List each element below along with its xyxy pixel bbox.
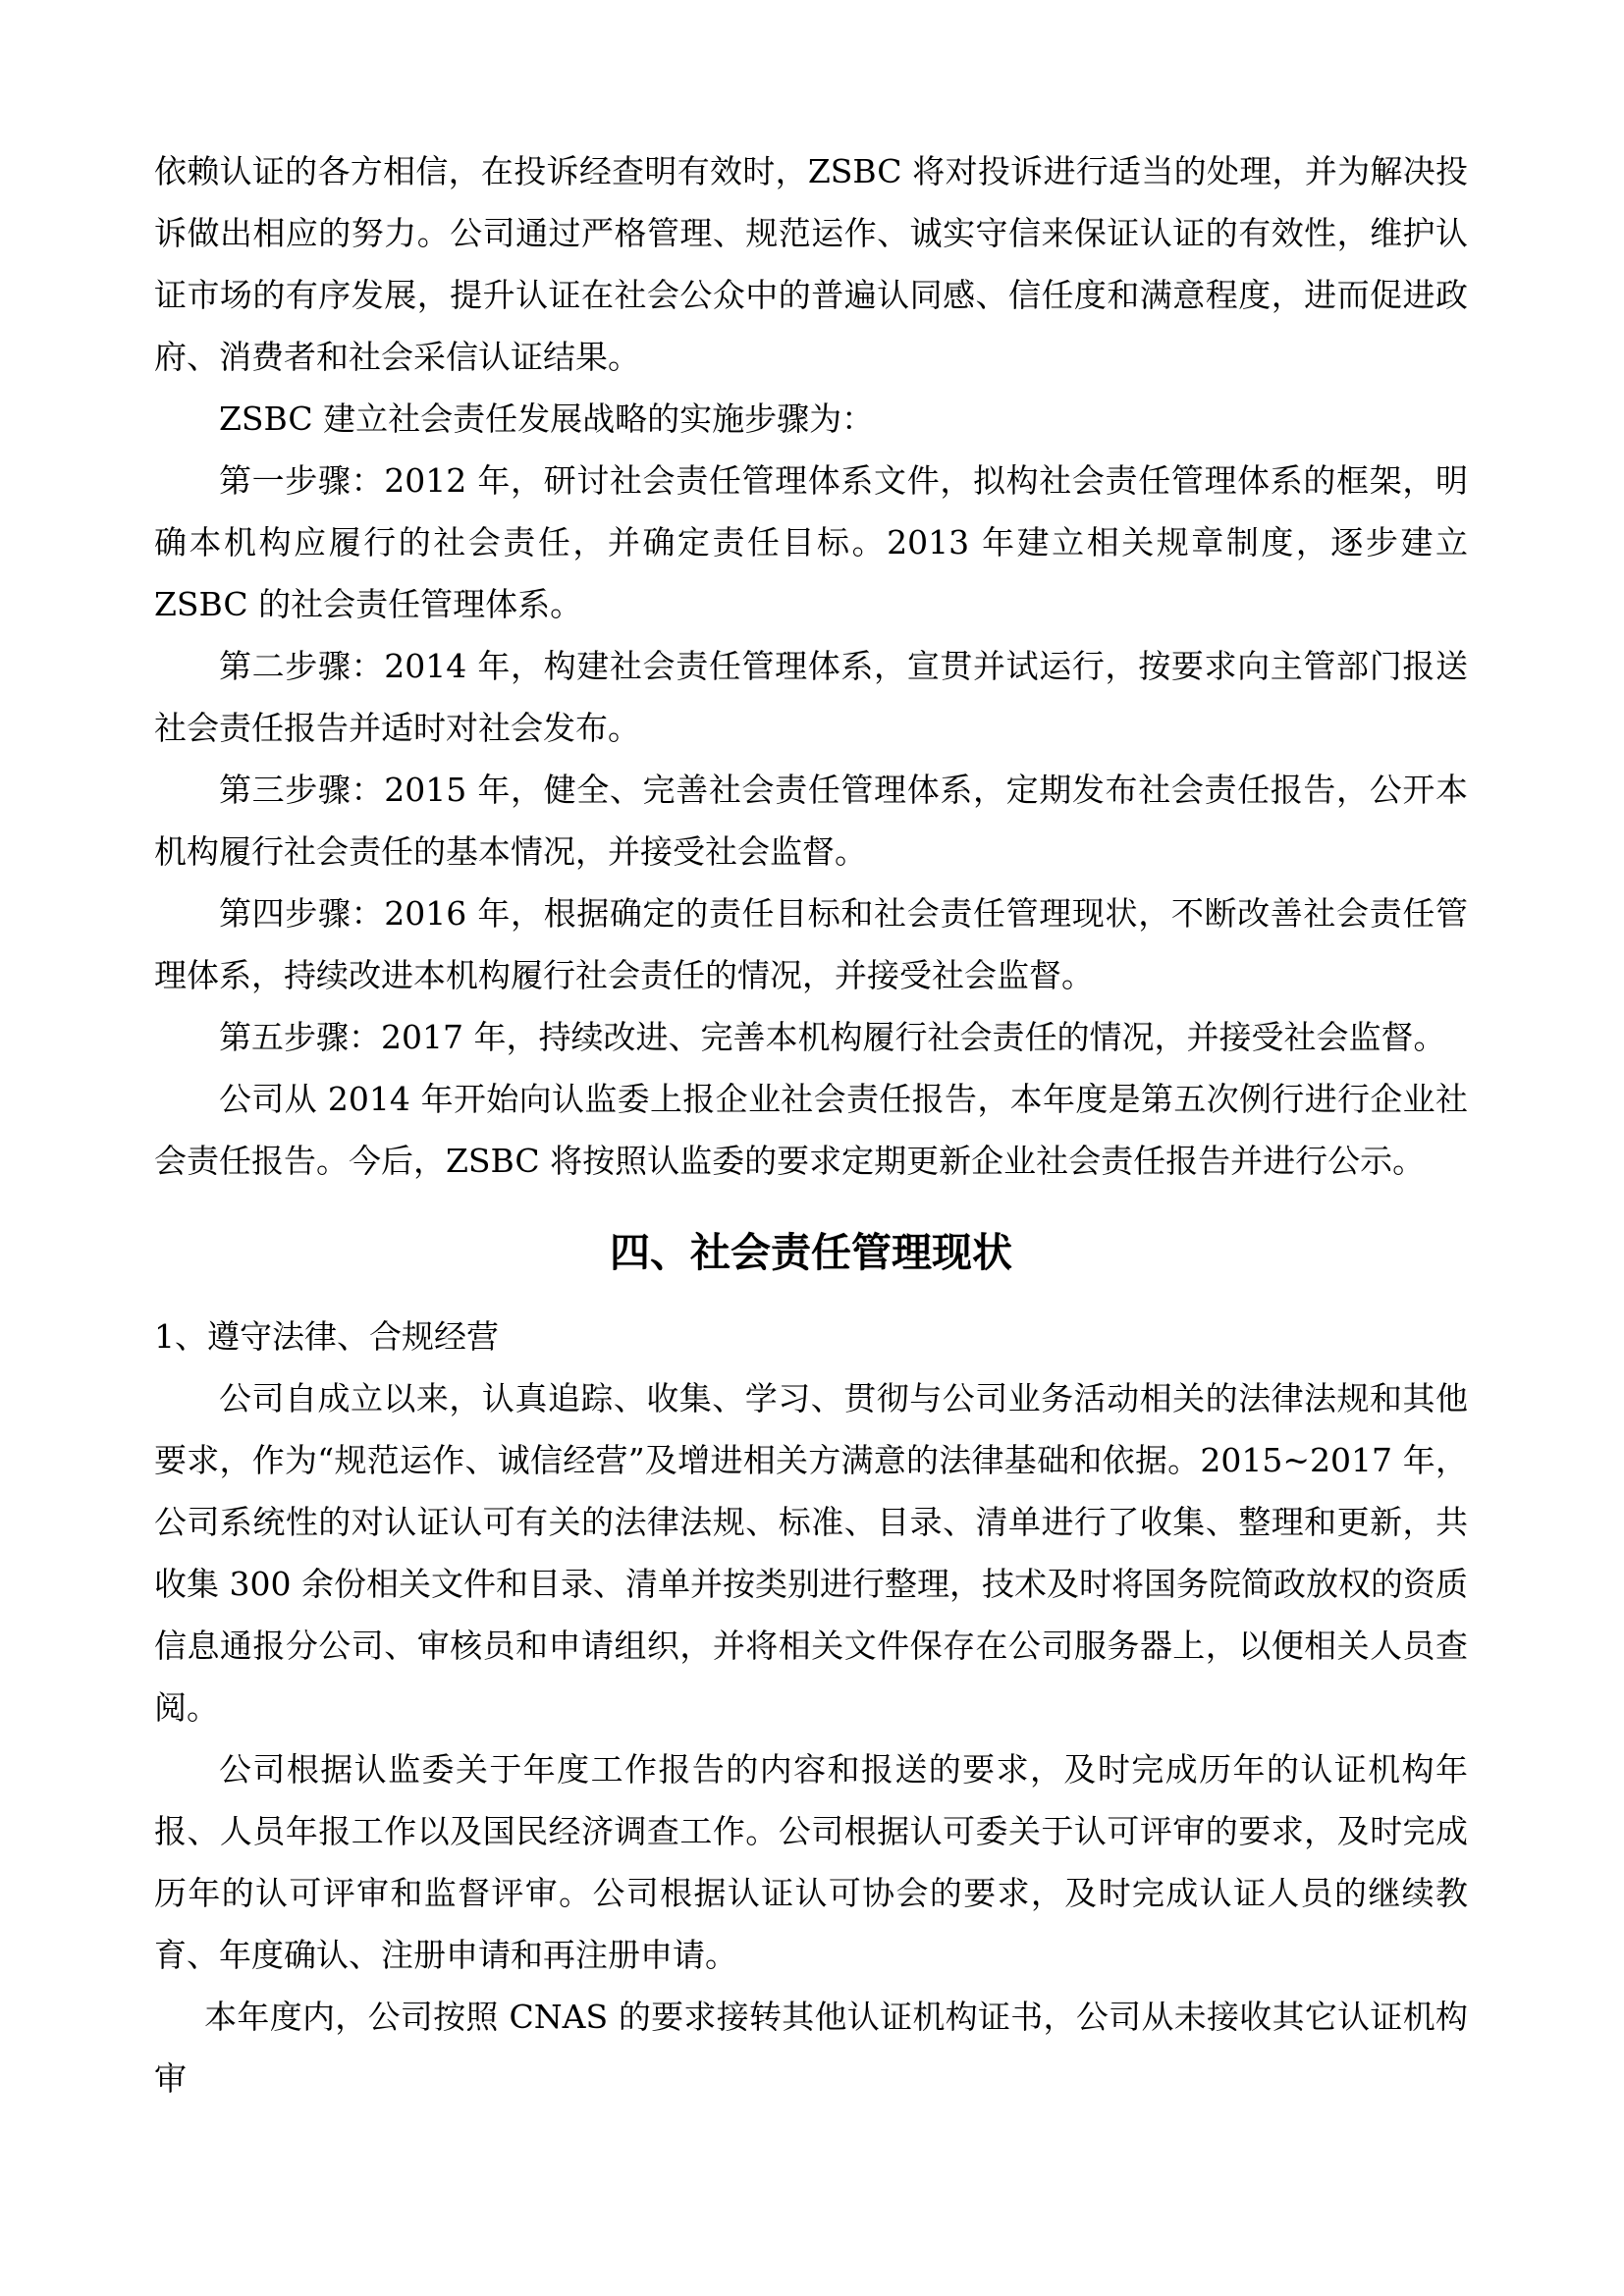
body-paragraph: 公司根据认监委关于年度工作报告的内容和报送的要求，及时完成历年的认证机构年报、人员年报工作以及国民经济调查工作。公司根据认可委关于认可评审的要求，及时完成历年的认可评审和监督评审。公司根据认证认可协会的要求，及时完成认证人员的继续教育、年度确认、注册申请和再注册申请。 xyxy=(154,1750,1468,1974)
body-paragraph: 第四步骤：2016 年，根据确定的责任目标和社会责任管理现状，不断改善社会责任管理体系，持续改进本机构履行社会责任的情况，并接受社会监督。 xyxy=(154,894,1468,994)
document-text-block xyxy=(154,140,1468,2109)
body-paragraph: 第二步骤：2014 年，构建社会责任管理体系，宣贯并试运行，按要求向主管部门报送社会责任报告并适时对社会发布。 xyxy=(154,647,1468,747)
body-paragraph: 第一步骤：2012 年，研讨社会责任管理体系文件，拟构社会责任管理体系的框架，明确本机构应履行的社会责任，并确定责任目标。2013 年建立相关规章制度，逐步建立 ZSBC 的社会责任管理体系。 xyxy=(154,461,1468,623)
body-paragraph: 公司从 2014 年开始向认监委上报企业社会责任报告，本年度是第五次例行进行企业社会责任报告。今后，ZSBC 将按照认监委的要求定期更新企业社会责任报告并进行公示。 xyxy=(154,1080,1468,1180)
section-heading: 四、社会责任管理现状 xyxy=(610,1229,1012,1276)
body-paragraph: 第五步骤：2017 年，持续改进、完善本机构履行社会责任的情况，并接受社会监督。 xyxy=(219,1018,1446,1056)
body-paragraph: 依赖认证的各方相信，在投诉经查明有效时，ZSBC 将对投诉进行适当的处理，并为解决投诉做出相应的努力。公司通过严格管理、规范运作、诚实守信来保证认证的有效性，维护认证市场的有序发展，提升认证在社会公众中的普遍认同感、信任度和满意程度，进而促进政府、消费者和社会采信认证结果。 xyxy=(154,152,1468,376)
body-paragraph: ZSBC 建立社会责任发展战略的实施步骤为： xyxy=(219,400,875,438)
body-paragraph: 本年度内，公司按照 CNAS 的要求接转其他认证机构证书，公司从未接收其它认证机构审 xyxy=(154,1998,1468,2098)
body-paragraph: 公司自成立以来，认真追踪、收集、学习、贯彻与公司业务活动相关的法律法规和其他要求，作为“规范运作、诚信经营”及增进相关方满意的法律基础和依据。2015~2017 年，公司系统性的对认证认可有关的法律法规、标准、目录、清单进行了收集、整理和更新，共收集 300 余份相关文件和目录、清单并按类别进行整理，技术及时将国务院简政放权的资质信息通报分公司、审核员和申请组织，并将相关文件保存在公司服务器上，以便相关人员查阅。 xyxy=(154,1379,1468,1727)
subsection-heading: 1、遵守法律、合规经营 xyxy=(154,1317,499,1356)
body-paragraph: 第三步骤：2015 年，健全、完善社会责任管理体系，定期发布社会责任报告，公开本机构履行社会责任的基本情况，并接受社会监督。 xyxy=(154,771,1468,871)
